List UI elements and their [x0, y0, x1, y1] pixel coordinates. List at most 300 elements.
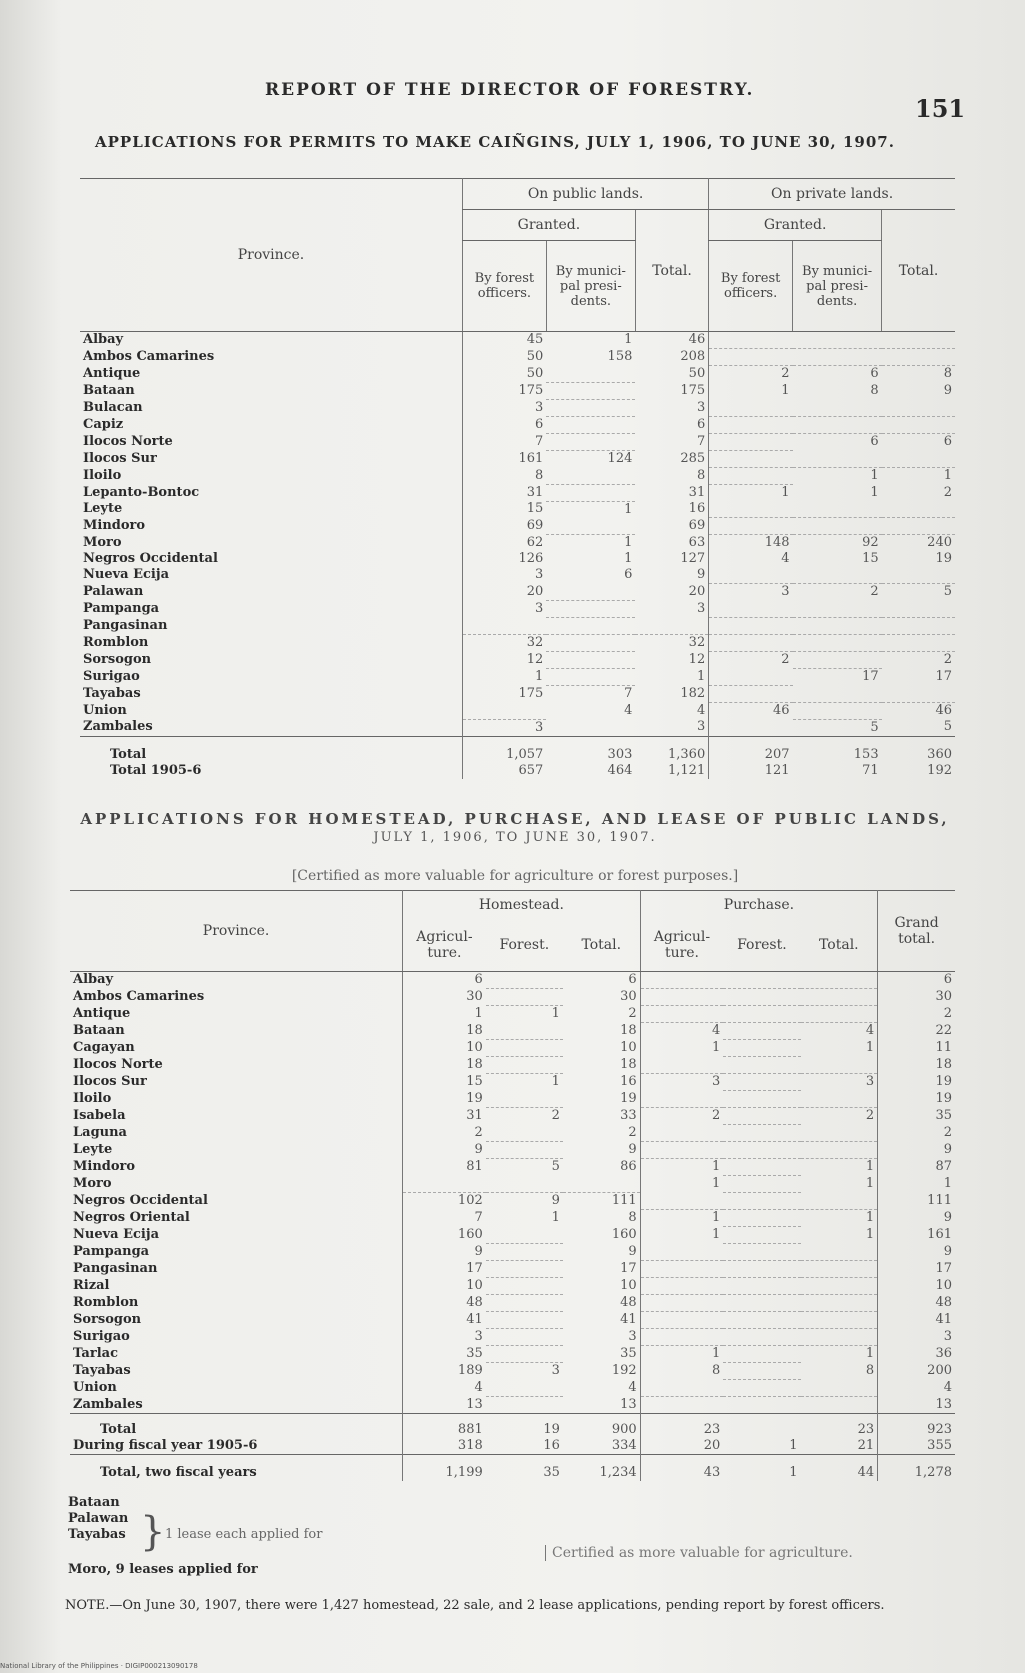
- total-value: 35: [486, 1455, 563, 1482]
- land-value-cell: 1: [865, 1227, 875, 1242]
- land-value-cell: [723, 1125, 800, 1142]
- land-value-cell: 48: [878, 1295, 955, 1312]
- land-value-cell: [640, 1142, 723, 1159]
- public-lands-header: On public lands.: [462, 179, 708, 210]
- caingin-value-cell: 15: [862, 551, 879, 566]
- caingin-value-cell: 4: [709, 551, 793, 567]
- land-value-cell: 9: [403, 1244, 486, 1261]
- caingin-value-cell: 46: [709, 702, 793, 719]
- caingin-value-cell: [546, 600, 635, 617]
- land-value-cell: [640, 1006, 723, 1023]
- caingin-value-cell: 50: [688, 365, 706, 381]
- land-province-cell: Negros Occidental: [73, 1193, 208, 1208]
- caingin-value-cell: 5: [943, 719, 952, 735]
- land-value-cell: 35: [620, 1346, 637, 1361]
- caingin-value-cell: 92: [862, 535, 879, 550]
- caingin-value-cell: 2: [943, 651, 952, 667]
- land-province-cell: Cagayan: [73, 1040, 135, 1055]
- land-value-cell: 3: [628, 1329, 637, 1344]
- land-value-cell: [486, 1295, 563, 1312]
- caingin-value-cell: [709, 617, 793, 634]
- caingin-value-cell: 32: [462, 634, 546, 651]
- land-value-cell: 4: [628, 1380, 637, 1395]
- land-value-cell: 3: [551, 1363, 560, 1379]
- caingin-province-cell: Ambos Camarines: [83, 349, 215, 364]
- land-value-cell: [640, 1295, 723, 1312]
- total-value: 207: [709, 736, 793, 763]
- caingin-value-cell: 62: [462, 535, 546, 552]
- land-value-cell: [486, 1380, 563, 1397]
- land-value-cell: [801, 1278, 878, 1295]
- land-row: [70, 1244, 955, 1261]
- land-value-cell: 102: [403, 1193, 486, 1210]
- land-province-cell: Ambos Camarines: [73, 989, 205, 1004]
- land-fiscal-row: [70, 1438, 955, 1455]
- land-row: [70, 1346, 955, 1363]
- caingin-province-cell: Iloilo: [83, 467, 122, 483]
- total-value: 23: [857, 1422, 875, 1437]
- public-by-forest-header: By forest officers.: [462, 241, 546, 332]
- land-value-cell: [723, 1295, 800, 1312]
- caingin-value-cell: 6: [943, 433, 952, 449]
- land-value-cell: 41: [620, 1312, 637, 1327]
- caingin-value-cell: 1: [624, 332, 633, 348]
- caingin-row: [80, 634, 955, 651]
- caingin-value-cell: 2: [870, 584, 879, 599]
- land-value-cell: 18: [878, 1057, 955, 1074]
- caingin-value-cell: [709, 467, 793, 484]
- land-value-cell: 111: [611, 1193, 637, 1209]
- caingin-value-cell: [882, 501, 955, 518]
- land-row: [70, 1227, 955, 1244]
- caingin-value-cell: 2: [709, 651, 793, 668]
- land-value-cell: [640, 1244, 723, 1261]
- land-value-cell: 10: [620, 1278, 637, 1293]
- land-value-cell: 17: [620, 1261, 637, 1276]
- land-value-cell: 41: [403, 1312, 486, 1329]
- caingin-value-cell: 175: [462, 685, 546, 702]
- land-total-row: [70, 1414, 955, 1439]
- land-value-cell: 18: [620, 1023, 637, 1038]
- land-value-cell: 13: [403, 1397, 486, 1414]
- land-province-cell: Ilocos Sur: [73, 1074, 147, 1089]
- land-row: [70, 1091, 955, 1108]
- land-province-cell: Rizal: [73, 1278, 110, 1293]
- total-value: 1,057: [462, 736, 546, 763]
- land-value-cell: 87: [878, 1159, 955, 1176]
- total-value: 44: [801, 1455, 878, 1482]
- land-province-cell: Bataan: [73, 1023, 125, 1038]
- caingin-value-cell: [709, 416, 793, 433]
- land-two-years-row: [70, 1455, 955, 1482]
- total-value: 355: [878, 1438, 955, 1455]
- caingin-value-cell: [546, 518, 635, 535]
- land-value-cell: [723, 1261, 800, 1278]
- lease-text: 1 lease each applied for: [165, 1527, 323, 1542]
- homestead-total-header: Total.: [563, 919, 640, 971]
- land-value-cell: 16: [620, 1074, 637, 1089]
- land-value-cell: [486, 1346, 563, 1363]
- caingin-value-cell: 127: [680, 551, 706, 566]
- caingin-value-cell: 5: [943, 584, 952, 599]
- land-value-cell: 6: [628, 972, 637, 988]
- land-value-cell: [801, 989, 878, 1006]
- caingin-value-cell: 9: [943, 382, 952, 398]
- caingin-province-cell: Leyte: [83, 501, 123, 517]
- land-value-cell: 36: [878, 1346, 955, 1363]
- caingin-value-cell: 12: [462, 651, 546, 668]
- land-value-cell: 160: [403, 1227, 486, 1244]
- land-row: [70, 1159, 955, 1176]
- land-value-cell: 8: [640, 1363, 723, 1380]
- land-value-cell: 1: [865, 1346, 875, 1362]
- caingin-value-cell: 69: [462, 518, 546, 535]
- land-value-cell: [723, 972, 800, 989]
- caingin-row: [80, 366, 955, 383]
- land-value-cell: 5: [551, 1159, 560, 1175]
- caingin-prev-total-row: [80, 763, 955, 779]
- caingin-value-cell: [709, 399, 793, 416]
- land-value-cell: 35: [403, 1346, 486, 1363]
- caingin-value-cell: 12: [688, 651, 706, 667]
- caingin-value-cell: 50: [462, 366, 546, 383]
- caingin-value-cell: [546, 484, 635, 501]
- land-row: [70, 1380, 955, 1397]
- land-value-cell: 9: [878, 1210, 955, 1227]
- land-province-cell: Negros Oriental: [73, 1210, 190, 1225]
- caingin-value-cell: 285: [680, 450, 706, 466]
- land-value-cell: 1: [865, 1159, 875, 1175]
- caingin-value-cell: 1: [709, 484, 793, 501]
- land-value-cell: [640, 1278, 723, 1295]
- land-value-cell: [801, 1125, 878, 1142]
- land-value-cell: [486, 1040, 563, 1057]
- land-value-cell: [723, 1057, 800, 1074]
- caingin-value-cell: [709, 634, 793, 651]
- caingin-province-cell: Tayabas: [83, 685, 141, 701]
- caingin-value-cell: [793, 450, 882, 467]
- land-value-cell: 10: [403, 1040, 486, 1057]
- land-value-cell: [640, 1312, 723, 1329]
- total-value: 303: [607, 746, 633, 762]
- land-row: [70, 1295, 955, 1312]
- caingin-value-cell: [546, 634, 635, 651]
- land-value-cell: [486, 1125, 563, 1142]
- public-total-header: Total.: [635, 210, 708, 332]
- caingin-value-cell: 31: [688, 484, 706, 500]
- caingin-value-cell: [546, 584, 635, 601]
- land-value-cell: 81: [403, 1159, 486, 1176]
- purchase-forest-header: Forest.: [723, 919, 800, 971]
- caingin-value-cell: [793, 634, 882, 651]
- caingin-value-cell: 6: [462, 416, 546, 433]
- total-value: 1,360: [668, 746, 706, 762]
- land-value-cell: 1: [640, 1040, 723, 1057]
- total-value: 900: [611, 1422, 637, 1437]
- land-row: [70, 1142, 955, 1159]
- land-value-cell: 3: [640, 1074, 723, 1091]
- private-total-header: Total.: [882, 210, 955, 332]
- caingin-value-cell: 158: [607, 349, 633, 364]
- caingin-value-cell: [546, 433, 635, 450]
- caingin-value-cell: 1: [624, 535, 633, 550]
- lease-province-2: Palawan: [68, 1511, 129, 1526]
- land-value-cell: 18: [403, 1023, 486, 1040]
- caingin-value-cell: 3: [696, 600, 706, 616]
- lease-province-1: Bataan: [68, 1495, 120, 1510]
- caingin-value-cell: 20: [462, 584, 546, 601]
- caingin-value-cell: [882, 634, 955, 651]
- caingin-row: [80, 467, 955, 484]
- land-value-cell: [723, 1091, 800, 1108]
- caingin-row: [80, 567, 955, 584]
- land-value-cell: [801, 1397, 878, 1414]
- caingin-row: [80, 518, 955, 535]
- caingin-row: [80, 399, 955, 416]
- land-value-cell: [486, 1329, 563, 1346]
- caingin-row: [80, 668, 955, 685]
- land-province-cell: Union: [73, 1380, 117, 1395]
- moro-lease-text: Moro, 9 leases applied for: [68, 1562, 258, 1577]
- caingin-province-cell: Albay: [83, 332, 124, 348]
- land-value-cell: 19: [878, 1074, 955, 1091]
- caingin-province-cell: Bulacan: [83, 399, 143, 415]
- land-row: [70, 1023, 955, 1040]
- public-granted-header: Granted.: [462, 210, 635, 241]
- land-value-cell: 22: [878, 1023, 955, 1040]
- caingin-value-cell: [882, 685, 955, 702]
- caingin-value-cell: 2: [943, 484, 952, 500]
- land-value-cell: 9: [403, 1142, 486, 1159]
- caingin-row: [80, 600, 955, 617]
- land-province-cell: Pampanga: [73, 1244, 150, 1259]
- caingin-province-cell: Nueva Ecija: [83, 567, 169, 583]
- land-value-cell: [486, 1312, 563, 1329]
- caingin-table-title: APPLICATIONS FOR PERMITS TO MAKE CAIÑGINS, JULY 1, 1906, TO JUNE 30, 1907.: [95, 133, 895, 151]
- caingin-value-cell: [546, 719, 635, 736]
- caingin-value-cell: [793, 702, 882, 719]
- private-by-municipal-header: By munici-pal presi-dents.: [793, 241, 882, 332]
- land-value-cell: 2: [878, 1125, 955, 1142]
- land-value-cell: [801, 1295, 878, 1312]
- land-value-cell: 4: [640, 1023, 723, 1040]
- caingin-value-cell: [882, 617, 955, 634]
- caingin-value-cell: [709, 719, 793, 736]
- caingin-value-cell: 7: [696, 433, 706, 449]
- total-label: Total, two fiscal years: [70, 1455, 403, 1482]
- lease-province-list: [68, 1495, 128, 1543]
- homestead-agri-header: Agricul-ture.: [403, 919, 486, 971]
- total-value: 1: [789, 1438, 798, 1453]
- land-value-cell: 7: [403, 1210, 486, 1227]
- lease-brace: }: [140, 1509, 166, 1555]
- total-value: 19: [543, 1422, 560, 1437]
- caingin-value-cell: [882, 349, 955, 366]
- land-value-cell: 19: [620, 1091, 637, 1106]
- total-value: 121: [709, 763, 793, 779]
- caingin-row: [80, 551, 955, 567]
- total-value: 153: [853, 746, 879, 762]
- caingin-province-cell: Surigao: [83, 668, 140, 684]
- caingin-province-cell: Lepanto-Bontoc: [83, 484, 200, 500]
- land-value-cell: [723, 1227, 800, 1244]
- caingin-value-cell: [793, 501, 882, 518]
- total-value: 16: [543, 1438, 560, 1453]
- land-row: [70, 1312, 955, 1329]
- land-table-certification: [Certified as more valuable for agriculture or forest purposes.]: [291, 868, 739, 884]
- caingin-value-cell: 8: [943, 366, 952, 381]
- total-value: 192: [927, 762, 952, 778]
- land-value-cell: [723, 1363, 800, 1380]
- land-value-cell: 19: [878, 1091, 955, 1108]
- land-value-cell: [723, 1176, 800, 1193]
- land-value-cell: [723, 1193, 800, 1210]
- caingin-value-cell: 15: [462, 501, 546, 518]
- land-row: [70, 1329, 955, 1346]
- land-value-cell: 30: [403, 989, 486, 1006]
- land-province-cell: Albay: [73, 972, 114, 988]
- caingin-value-cell: 3: [462, 719, 546, 736]
- land-value-cell: [801, 1006, 878, 1023]
- caingin-value-cell: 17: [862, 668, 879, 684]
- land-value-cell: [640, 989, 723, 1006]
- land-value-cell: 48: [620, 1295, 637, 1310]
- total-value: 43: [640, 1455, 723, 1482]
- land-table: [70, 890, 955, 1481]
- caingin-province-cell: Negros Occidental: [83, 551, 218, 566]
- caingin-value-cell: 3: [462, 399, 546, 416]
- land-value-cell: 111: [878, 1193, 955, 1210]
- land-value-cell: [801, 1261, 878, 1278]
- total-label: Total: [100, 1422, 137, 1437]
- land-province-cell: Surigao: [73, 1329, 130, 1344]
- land-value-cell: [723, 1142, 800, 1159]
- land-value-cell: 192: [611, 1363, 637, 1378]
- land-value-cell: 1: [865, 1176, 875, 1191]
- land-value-cell: [486, 1278, 563, 1295]
- land-value-cell: 19: [403, 1091, 486, 1108]
- land-value-cell: [801, 1312, 878, 1329]
- page-number: 151: [915, 94, 966, 123]
- caingin-value-cell: 50: [462, 349, 546, 366]
- land-value-cell: [486, 1176, 563, 1193]
- lease-province-3: Tayabas: [68, 1527, 126, 1542]
- land-value-cell: 1: [640, 1346, 723, 1363]
- land-value-cell: 86: [620, 1159, 637, 1174]
- cert-agriculture-note: Certified as more valuable for agriculture.: [545, 1545, 853, 1561]
- land-value-cell: 1: [551, 1006, 560, 1022]
- caingin-value-cell: [546, 416, 635, 433]
- caingin-value-cell: 63: [688, 534, 706, 550]
- caingin-value-cell: [793, 399, 882, 416]
- land-value-cell: [723, 1040, 800, 1057]
- caingin-value-cell: [546, 617, 635, 634]
- caingin-value-cell: [882, 332, 955, 349]
- caingin-value-cell: 3: [709, 584, 793, 601]
- total-value: 923: [878, 1414, 955, 1439]
- land-province-cell: Tayabas: [73, 1363, 131, 1378]
- land-row: [70, 1108, 955, 1125]
- total-value: 318: [403, 1438, 486, 1455]
- land-value-cell: 15: [403, 1074, 486, 1091]
- land-value-cell: [801, 1244, 878, 1261]
- land-value-cell: [801, 1142, 878, 1159]
- caingin-value-cell: [793, 332, 882, 349]
- caingin-value-cell: 182: [680, 685, 706, 701]
- land-value-cell: [640, 1057, 723, 1074]
- land-province-cell: Isabela: [73, 1108, 126, 1123]
- caingin-value-cell: [793, 518, 882, 535]
- caingin-row: [80, 382, 955, 399]
- land-value-cell: [486, 1397, 563, 1414]
- land-value-cell: 13: [620, 1396, 637, 1412]
- land-value-cell: 31: [403, 1108, 486, 1125]
- land-value-cell: [801, 972, 878, 989]
- land-value-cell: [801, 1329, 878, 1346]
- caingin-value-cell: 7: [624, 685, 633, 701]
- land-value-cell: 18: [620, 1057, 637, 1072]
- caingin-value-cell: 20: [688, 583, 706, 599]
- purchase-total-header: Total.: [801, 919, 878, 971]
- total-value: 657: [462, 763, 546, 779]
- land-value-cell: 9: [878, 1142, 955, 1159]
- caingin-row: [80, 501, 955, 518]
- caingin-row: [80, 685, 955, 702]
- total-value: 71: [862, 762, 879, 778]
- report-header: REPORT OF THE DIRECTOR OF FORESTRY.: [265, 80, 755, 100]
- caingin-value-cell: 32: [688, 634, 706, 650]
- land-value-cell: 3: [878, 1329, 955, 1346]
- land-value-cell: 3: [403, 1329, 486, 1346]
- caingin-value-cell: 3: [696, 399, 706, 415]
- land-row: [70, 972, 955, 989]
- land-value-cell: 4: [403, 1380, 486, 1397]
- caingin-value-cell: 1: [870, 484, 879, 500]
- land-row: [70, 1040, 955, 1057]
- land-value-cell: 17: [403, 1261, 486, 1278]
- caingin-value-cell: [709, 332, 793, 349]
- land-province-cell: Mindoro: [73, 1159, 136, 1174]
- caingin-row: [80, 535, 955, 552]
- private-by-forest-header: By forest officers.: [709, 241, 793, 332]
- land-value-cell: 189: [403, 1363, 486, 1380]
- land-row: [70, 1006, 955, 1023]
- land-province-cell: Zambales: [73, 1396, 143, 1412]
- land-value-cell: [486, 1057, 563, 1074]
- caingin-value-cell: 45: [462, 332, 546, 349]
- land-value-cell: 2: [628, 1125, 637, 1140]
- land-value-cell: 18: [403, 1057, 486, 1074]
- caingin-value-cell: [882, 416, 955, 433]
- land-value-cell: 10: [878, 1278, 955, 1295]
- caingin-row: [80, 584, 955, 601]
- land-value-cell: [801, 1380, 878, 1397]
- caingin-row: [80, 484, 955, 501]
- land-value-cell: 1: [878, 1176, 955, 1193]
- land-value-cell: [640, 1193, 723, 1210]
- land-province-cell: Antique: [73, 1006, 131, 1021]
- land-province-cell: Tarlac: [73, 1346, 118, 1361]
- caingin-row: [80, 702, 955, 719]
- caingin-value-cell: 3: [462, 600, 546, 617]
- caingin-value-cell: [546, 651, 635, 668]
- caingin-value-cell: [709, 600, 793, 617]
- land-value-cell: 1: [640, 1210, 723, 1227]
- caingin-value-cell: 6: [870, 433, 879, 449]
- land-value-cell: 161: [878, 1227, 955, 1244]
- land-row: [70, 1261, 955, 1278]
- land-row: [70, 1210, 955, 1227]
